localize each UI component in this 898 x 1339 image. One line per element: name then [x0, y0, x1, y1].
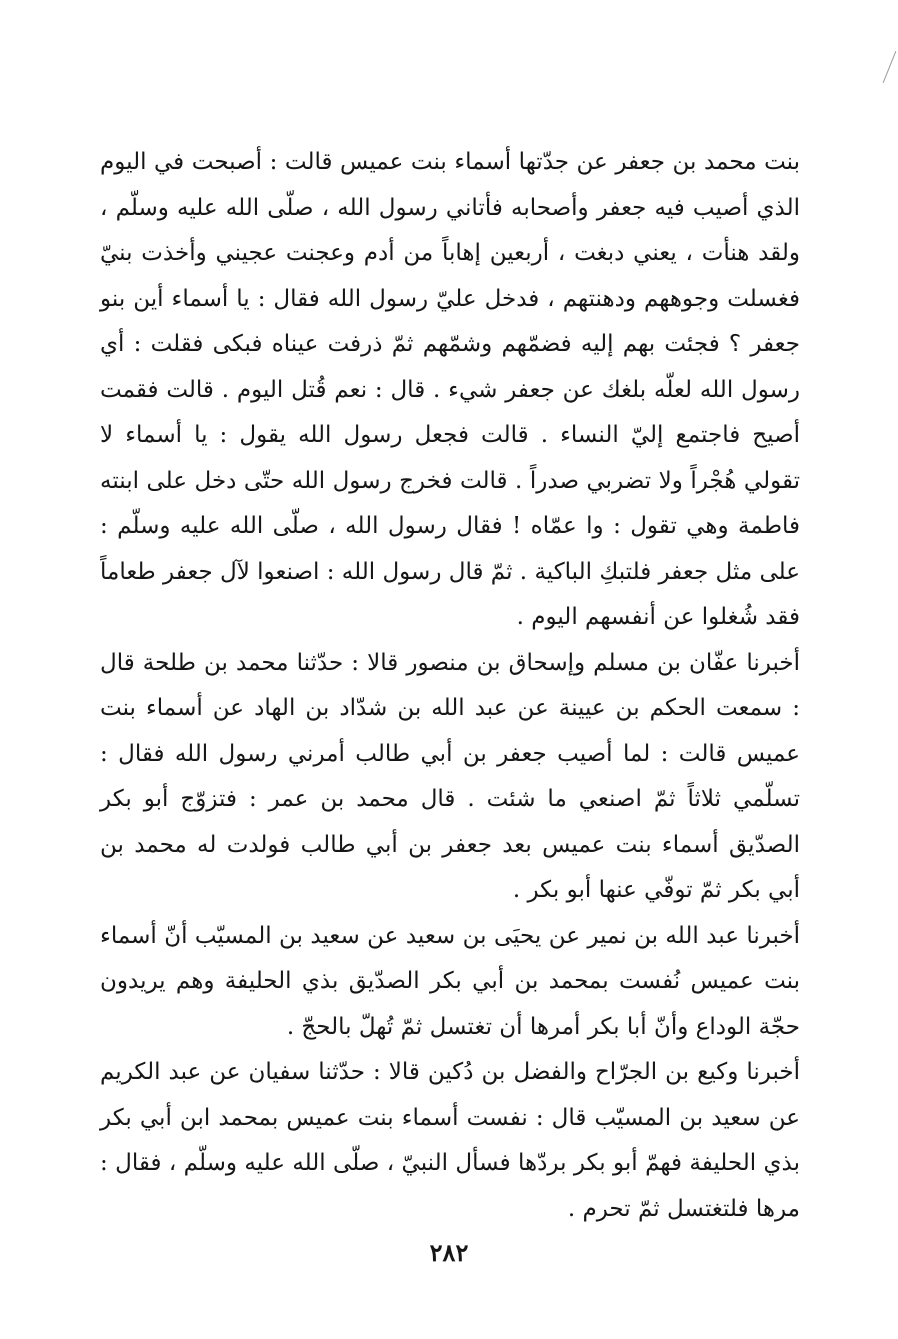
- paragraph-4: أخبرنا وكيع بن الجرّاح والفضل بن دُكين قالا : حدّثنا سفيان عن عبد الكريم عن سعيد بن المسيّب قال : نفست أسماء بنت عميس بمحمد ابن أبي بكر بذي الحليفة فهمّ أبو بكر بردّها فسأل النبيّ ، صلّى الله عليه وسلّم ، فقال : مرها فلتغتسل ثمّ تحرم .: [100, 1059, 800, 1222]
- body-text: [100, 140, 800, 1232]
- scan-edge-mark: [883, 51, 897, 83]
- paragraph-1: بنت محمد بن جعفر عن جدّتها أسماء بنت عميس قالت : أصبحت في اليوم الذي أصيب فيه جعفر وأصحابه فأتاني رسول الله ، صلّى الله عليه وسلّم ، ولقد هنأت ، يعني دبغت ، أربعين إهاباً من أدم وعجنت عجيني وأخذت بنيّ فغسلت وجوههم ودهنتهم ، فدخل عليّ رسول الله فقال : يا أسماء أين بنو جعفر ؟ فجئت بهم إليه فضمّهم وشمّهم ثمّ ذرفت عيناه فبكى فقلت : أي رسول الله لعلّه بلغك عن جعفر شيء . قال : نعم قُتل اليوم . قالت فقمت أصيح فاجتمع إليّ النساء . قالت فجعل رسول الله يقول : يا أسماء لا تقولي هُجْراً ولا تضربي صدراً . قالت فخرج رسول الله حتّى دخل على ابنته فاطمة وهي تقول : وا عمّاه ! فقال رسول الله ، صلّى الله عليه وسلّم : على مثل جعفر فلتبكِ الباكية . ثمّ قال رسول الله : اصنعوا لآل جعفر طعاماً فقد شُغلوا عن أنفسهم اليوم .: [100, 149, 800, 630]
- paragraph-2: أخبرنا عفّان بن مسلم وإسحاق بن منصور قالا : حدّثنا محمد بن طلحة قال : سمعت الحكم بن عيينة عن عبد الله بن شدّاد بن الهاد عن أسماء بنت عميس قالت : لما أصيب جعفر بن أبي طالب أمرني رسول الله فقال : تسلّمي ثلاثاً ثمّ اصنعي ما شئت . قال محمد بن عمر : فتزوّج أبو بكر الصدّيق أسماء بنت عميس بعد جعفر بن أبي طالب فولدت له محمد بن أبي بكر ثمّ توفّي عنها أبو بكر .: [100, 649, 800, 903]
- paragraph-3: أخبرنا عبد الله بن نمير عن يحيَى بن سعيد عن سعيد بن المسيّب أنّ أسماء بنت عميس نُفست بمحمد بن أبي بكر الصدّيق بذي الحليفة وهم يريدون حجّة الوداع وأنّ أبا بكر أمرها أن تغتسل ثمّ تُهلّ بالحجّ .: [100, 922, 800, 1040]
- page-number: ٢٨٢: [429, 1238, 469, 1267]
